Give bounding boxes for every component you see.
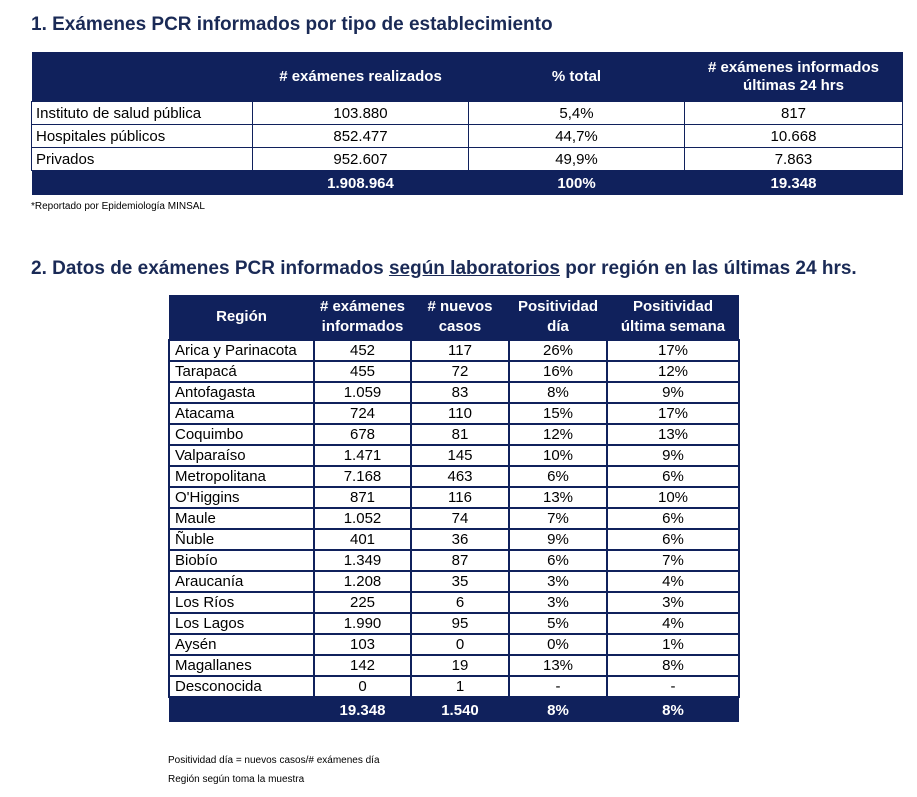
footnote-minsal: *Reportado por Epidemiología MINSAL [31, 201, 205, 212]
region-name: Tarapacá [169, 361, 314, 382]
casos-cell: 6 [411, 592, 509, 613]
table-row [169, 613, 739, 634]
casos-cell: 19 [411, 655, 509, 676]
casos-cell: 1 [411, 676, 509, 697]
pos-dia-cell: 3% [509, 571, 607, 592]
header-pos-sem-line1: Positividad [632, 298, 714, 315]
pos-sem-cell: 4% [607, 613, 739, 634]
header-casos-line1: # nuevos [427, 298, 493, 315]
section1-title: 1. Exámenes PCR informados por tipo de establecimiento [31, 14, 553, 35]
informados-cell: 0 [314, 676, 411, 697]
pos-dia-cell: - [509, 676, 607, 697]
table-row [169, 466, 739, 487]
total-casos: 1.540 [411, 697, 509, 722]
pos-dia-cell: 8% [509, 382, 607, 403]
casos-cell: 110 [411, 403, 509, 424]
header-ultimas-24-line1: # exámenes informados [708, 58, 879, 76]
header-pos-dia-line1: Positividad [517, 298, 599, 315]
total-informados: 19.348 [314, 697, 411, 722]
total-row [169, 697, 739, 722]
total-label [169, 697, 314, 722]
establishment-label: Privados [32, 148, 253, 171]
informados-cell: 142 [314, 655, 411, 676]
casos-cell: 87 [411, 550, 509, 571]
pos-sem-cell: 9% [607, 445, 739, 466]
pos-sem-cell: 3% [607, 592, 739, 613]
header-region: Región [169, 295, 314, 340]
pos-dia-cell: 7% [509, 508, 607, 529]
pos-sem-cell: 7% [607, 550, 739, 571]
total-pos-dia: 8% [509, 697, 607, 722]
pos-sem-cell: 6% [607, 466, 739, 487]
pos-dia-cell: 13% [509, 487, 607, 508]
table-row [32, 125, 903, 148]
region-name: Metropolitana [169, 466, 314, 487]
informados-cell: 455 [314, 361, 411, 382]
casos-cell: 72 [411, 361, 509, 382]
table-header-row [32, 52, 903, 102]
pos-dia-cell: 12% [509, 424, 607, 445]
casos-cell: 74 [411, 508, 509, 529]
total-realizados: 1.908.964 [253, 171, 469, 196]
table-row [169, 529, 739, 550]
realizados-cell: 103.880 [253, 102, 469, 125]
pct-cell: 49,9% [469, 148, 685, 171]
table-row [169, 655, 739, 676]
pos-dia-cell: 16% [509, 361, 607, 382]
pos-dia-cell: 13% [509, 655, 607, 676]
casos-cell: 463 [411, 466, 509, 487]
casos-cell: 81 [411, 424, 509, 445]
ult24-cell: 10.668 [685, 125, 903, 148]
table-row [169, 487, 739, 508]
table-row [169, 508, 739, 529]
table-row [169, 571, 739, 592]
region-name: Desconocida [169, 676, 314, 697]
region-name: O'Higgins [169, 487, 314, 508]
region-name: Valparaíso [169, 445, 314, 466]
table-row [32, 148, 903, 171]
informados-cell: 1.208 [314, 571, 411, 592]
casos-cell: 117 [411, 340, 509, 361]
header-casos-line2: casos [438, 318, 482, 335]
pos-sem-cell: 8% [607, 655, 739, 676]
region-name: Los Lagos [169, 613, 314, 634]
pos-sem-cell: 6% [607, 508, 739, 529]
header-ultimas-24-line2: últimas 24 hrs [743, 76, 844, 94]
ult24-cell: 817 [685, 102, 903, 125]
casos-cell: 83 [411, 382, 509, 403]
region-name: Los Ríos [169, 592, 314, 613]
total-pct: 100% [469, 171, 685, 196]
informados-cell: 452 [314, 340, 411, 361]
casos-cell: 145 [411, 445, 509, 466]
section2-title-pre: 2. Datos de exámenes PCR informados [31, 258, 389, 279]
pos-sem-cell: 10% [607, 487, 739, 508]
pos-sem-cell: 13% [607, 424, 739, 445]
informados-cell: 7.168 [314, 466, 411, 487]
realizados-cell: 952.607 [253, 148, 469, 171]
region-name: Magallanes [169, 655, 314, 676]
header-pct-total: % total [469, 52, 685, 102]
pos-sem-cell: 17% [607, 340, 739, 361]
footnote-region: Región según toma la muestra [168, 774, 305, 785]
table-row [169, 676, 739, 697]
table-row [169, 361, 739, 382]
header-informados [314, 295, 411, 340]
table-row [169, 403, 739, 424]
informados-cell: 1.990 [314, 613, 411, 634]
pct-cell: 5,4% [469, 102, 685, 125]
establishment-table [31, 52, 903, 195]
region-table [168, 295, 740, 722]
total-row [32, 171, 903, 196]
header-ultimas-24 [685, 52, 903, 102]
table-row [169, 550, 739, 571]
pos-sem-cell: 6% [607, 529, 739, 550]
informados-cell: 103 [314, 634, 411, 655]
footnote-positividad: Positividad día = nuevos casos/# exámenes día [168, 755, 380, 766]
informados-cell: 225 [314, 592, 411, 613]
pos-sem-cell: 4% [607, 571, 739, 592]
pos-sem-cell: 17% [607, 403, 739, 424]
total-ult24: 19.348 [685, 171, 903, 196]
pos-dia-cell: 5% [509, 613, 607, 634]
pos-dia-cell: 10% [509, 445, 607, 466]
region-name: Arica y Parinacota [169, 340, 314, 361]
pos-dia-cell: 9% [509, 529, 607, 550]
informados-cell: 1.471 [314, 445, 411, 466]
header-empty [32, 52, 253, 102]
informados-cell: 1.052 [314, 508, 411, 529]
region-name: Aysén [169, 634, 314, 655]
pos-dia-cell: 6% [509, 466, 607, 487]
header-pos-sem [607, 295, 739, 340]
casos-cell: 0 [411, 634, 509, 655]
header-informados-line1: # exámenes [319, 298, 406, 315]
pos-sem-cell: 1% [607, 634, 739, 655]
informados-cell: 401 [314, 529, 411, 550]
pct-cell: 44,7% [469, 125, 685, 148]
casos-cell: 36 [411, 529, 509, 550]
realizados-cell: 852.477 [253, 125, 469, 148]
region-name: Atacama [169, 403, 314, 424]
informados-cell: 1.059 [314, 382, 411, 403]
region-name: Ñuble [169, 529, 314, 550]
table-row [169, 340, 739, 361]
region-name: Maule [169, 508, 314, 529]
header-pos-dia-line2: día [547, 318, 569, 335]
table-header-row [169, 295, 739, 340]
table-row [169, 382, 739, 403]
establishment-label: Hospitales públicos [32, 125, 253, 148]
region-name: Biobío [169, 550, 314, 571]
casos-cell: 116 [411, 487, 509, 508]
table-row [169, 424, 739, 445]
table-row [32, 102, 903, 125]
header-casos [411, 295, 509, 340]
informados-cell: 1.349 [314, 550, 411, 571]
informados-cell: 871 [314, 487, 411, 508]
table-row [169, 592, 739, 613]
header-pos-dia [509, 295, 607, 340]
table-row [169, 445, 739, 466]
region-name: Araucanía [169, 571, 314, 592]
pos-dia-cell: 15% [509, 403, 607, 424]
total-label [32, 171, 253, 196]
informados-cell: 724 [314, 403, 411, 424]
casos-cell: 95 [411, 613, 509, 634]
table-row [169, 634, 739, 655]
section2-title [31, 258, 857, 280]
section2-title-post: por región en las últimas 24 hrs. [559, 258, 857, 279]
establishment-label: Instituto de salud pública [32, 102, 253, 125]
casos-cell: 35 [411, 571, 509, 592]
header-realizados: # exámenes realizados [253, 52, 469, 102]
pos-sem-cell: 9% [607, 382, 739, 403]
region-name: Antofagasta [169, 382, 314, 403]
header-pos-sem-line2: última semana [620, 318, 726, 335]
section2-title-underlined: según laboratorios [388, 258, 560, 279]
total-pos-sem: 8% [607, 697, 739, 722]
pos-dia-cell: 26% [509, 340, 607, 361]
informados-cell: 678 [314, 424, 411, 445]
ult24-cell: 7.863 [685, 148, 903, 171]
pos-sem-cell: - [607, 676, 739, 697]
pos-sem-cell: 12% [607, 361, 739, 382]
pos-dia-cell: 6% [509, 550, 607, 571]
pos-dia-cell: 3% [509, 592, 607, 613]
pos-dia-cell: 0% [509, 634, 607, 655]
region-name: Coquimbo [169, 424, 314, 445]
header-informados-line2: informados [321, 318, 404, 335]
